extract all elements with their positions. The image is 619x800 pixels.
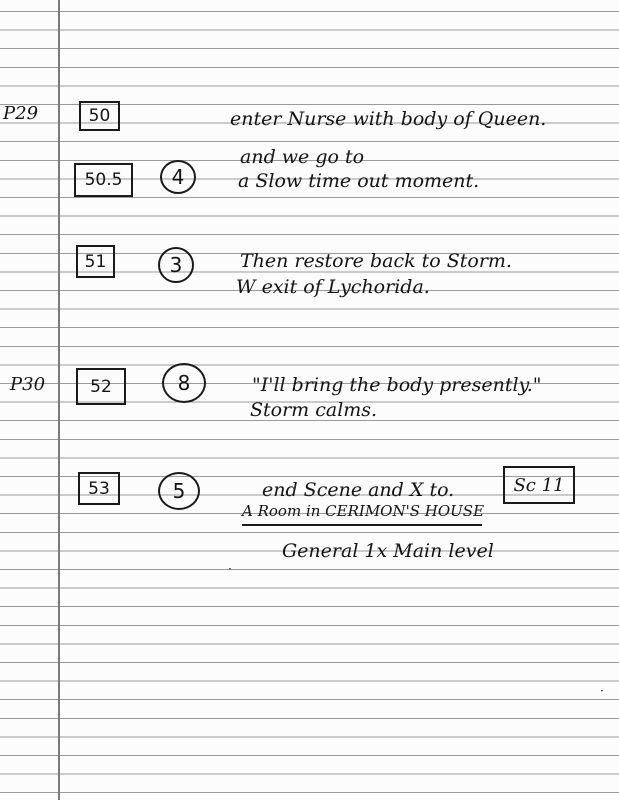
cue-number-box: 50.5 <box>74 163 133 197</box>
cue-note-line: and we go to <box>240 146 365 168</box>
cue-time-circle: 5 <box>158 472 200 510</box>
cue-number-box: 53 <box>78 472 120 505</box>
cue-note-line: W exit of Lychorida. <box>236 276 430 298</box>
underline <box>242 524 482 526</box>
stray-mark: · <box>228 562 232 576</box>
page-marker: P30 <box>10 374 46 395</box>
cue-time-circle: 3 <box>158 247 194 283</box>
cue-number-box: 51 <box>76 245 115 278</box>
page-marker: P29 <box>3 103 39 124</box>
cue-note-line: Storm calms. <box>250 399 378 421</box>
scene-box: Sc 11 <box>503 466 575 504</box>
cue-note-line: A Room in CERIMON'S HOUSE <box>242 502 485 520</box>
cue-note-line: Then restore back to Storm. <box>240 250 512 272</box>
cue-note-line: end Scene and X to. <box>262 479 455 501</box>
cue-number-box: 52 <box>76 368 126 405</box>
cue-note-line: a Slow time out moment. <box>238 170 480 192</box>
cue-number-box: 50 <box>79 101 120 131</box>
cue-time-circle: 8 <box>162 363 206 403</box>
cue-note-line: enter Nurse with body of Queen. <box>230 108 547 130</box>
cue-note-line: General 1x Main level <box>282 540 494 562</box>
cue-time-circle: 4 <box>160 160 196 194</box>
stray-mark: · <box>600 684 604 698</box>
cue-note-line: "I'll bring the body presently." <box>252 374 542 396</box>
